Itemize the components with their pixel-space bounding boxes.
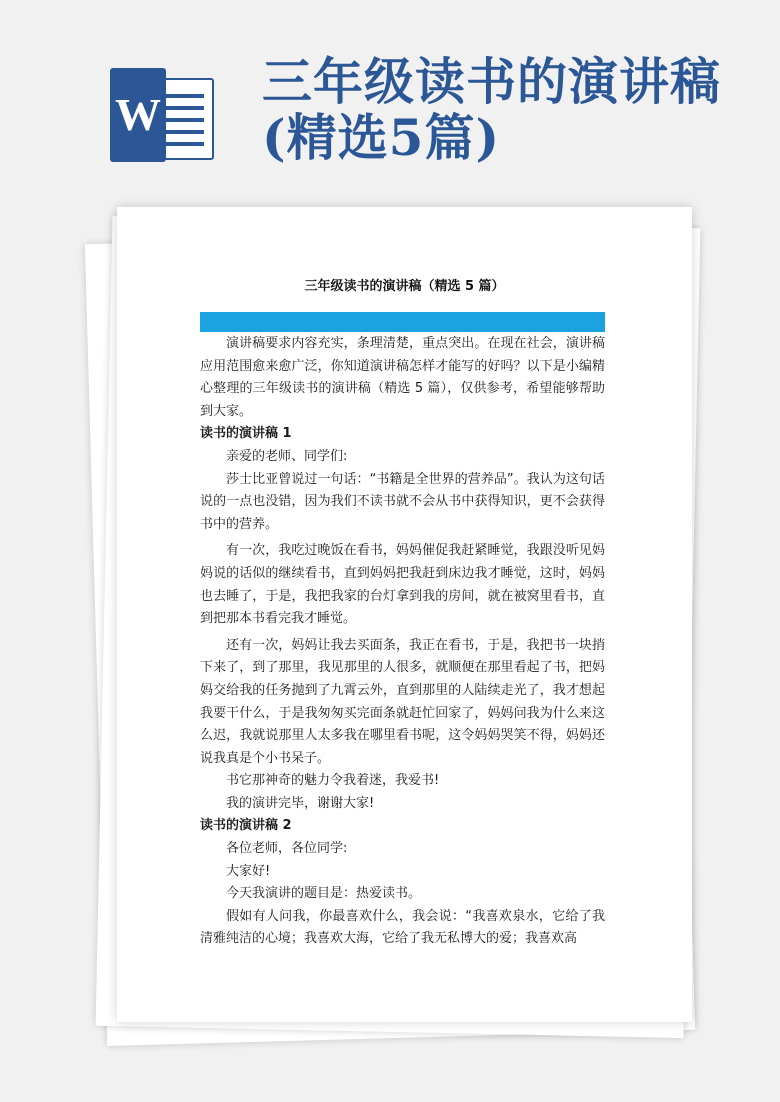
paragraph: 莎士比亚曾说过一句话：“书籍是全世界的营养品”。我认为这句话说的一点也没错，因为我们不读书就不会从书中获得知识，更不会获得书中的营养。: [200, 471, 605, 532]
paragraph: 假如有人问我，你最喜欢什么，我会说：“我喜欢泉水，它给了我清雅纯洁的心境；我喜欢大海，它给了我无私博大的爱；我喜欢高: [200, 908, 605, 947]
section-heading: 读书的演讲稿 2: [200, 818, 292, 834]
paragraph: 我的演讲完毕，谢谢大家!: [226, 795, 375, 811]
section-heading: 读书的演讲稿 1: [200, 426, 292, 442]
paragraph: 亲爱的老师、同学们:: [226, 448, 348, 464]
title-banner: [200, 312, 605, 332]
paragraph: 有一次，我吃过晚饭在看书，妈妈催促我赶紧睡觉，我跟没听见妈妈说的话似的继续看书，直到妈妈把我赶到床边我才睡觉，这时，妈妈也去睡了，于是，我把我家的台灯拿到我的房间，就在被窝里看书，直到把那本书看完我才睡觉。: [200, 543, 605, 627]
document-title: 三年级读书的演讲稿（精选 5 篇）: [304, 279, 505, 294]
document-body: [200, 333, 605, 951]
page-title: 三年级读书的演讲稿(精选5篇): [262, 52, 721, 167]
word-logo: [110, 68, 214, 164]
document-page: [117, 207, 692, 1022]
intro-paragraph: 演讲稿要求内容充实，条理清楚，重点突出。在现在社会，演讲稿应用范围愈来愈广泛，你知道演讲稿怎样才能写的好吗？以下是小编精心整理的三年级读书的演讲稿（精选 5 篇），仅供参考，希望能够帮助到大家。: [200, 336, 605, 419]
word-icon: W: [110, 68, 166, 162]
paragraph: 各位老师，各位同学:: [226, 841, 348, 857]
paragraph: 大家好!: [226, 863, 271, 879]
paragraph: 今天我演讲的题目是：热爱读书。: [226, 886, 422, 902]
paragraph: 书它那神奇的魅力令我着迷，我爱书!: [226, 773, 440, 789]
paragraph: 还有一次，妈妈让我去买面条，我正在看书，于是，我把书一块捎下来了，到了那里，我见那里的人很多，就顺便在那里看起了书，把妈妈交给我的任务抛到了九霄云外，直到那里的人陆续走光了，我才想起我要干什么，于是我匆匆买完面条就赶忙回家了，妈妈问我为什么来这么迟，我就说那里人太多我在哪里看书呢，这令妈妈哭笑不得，妈妈还说我真是个小书呆子。: [200, 637, 605, 766]
